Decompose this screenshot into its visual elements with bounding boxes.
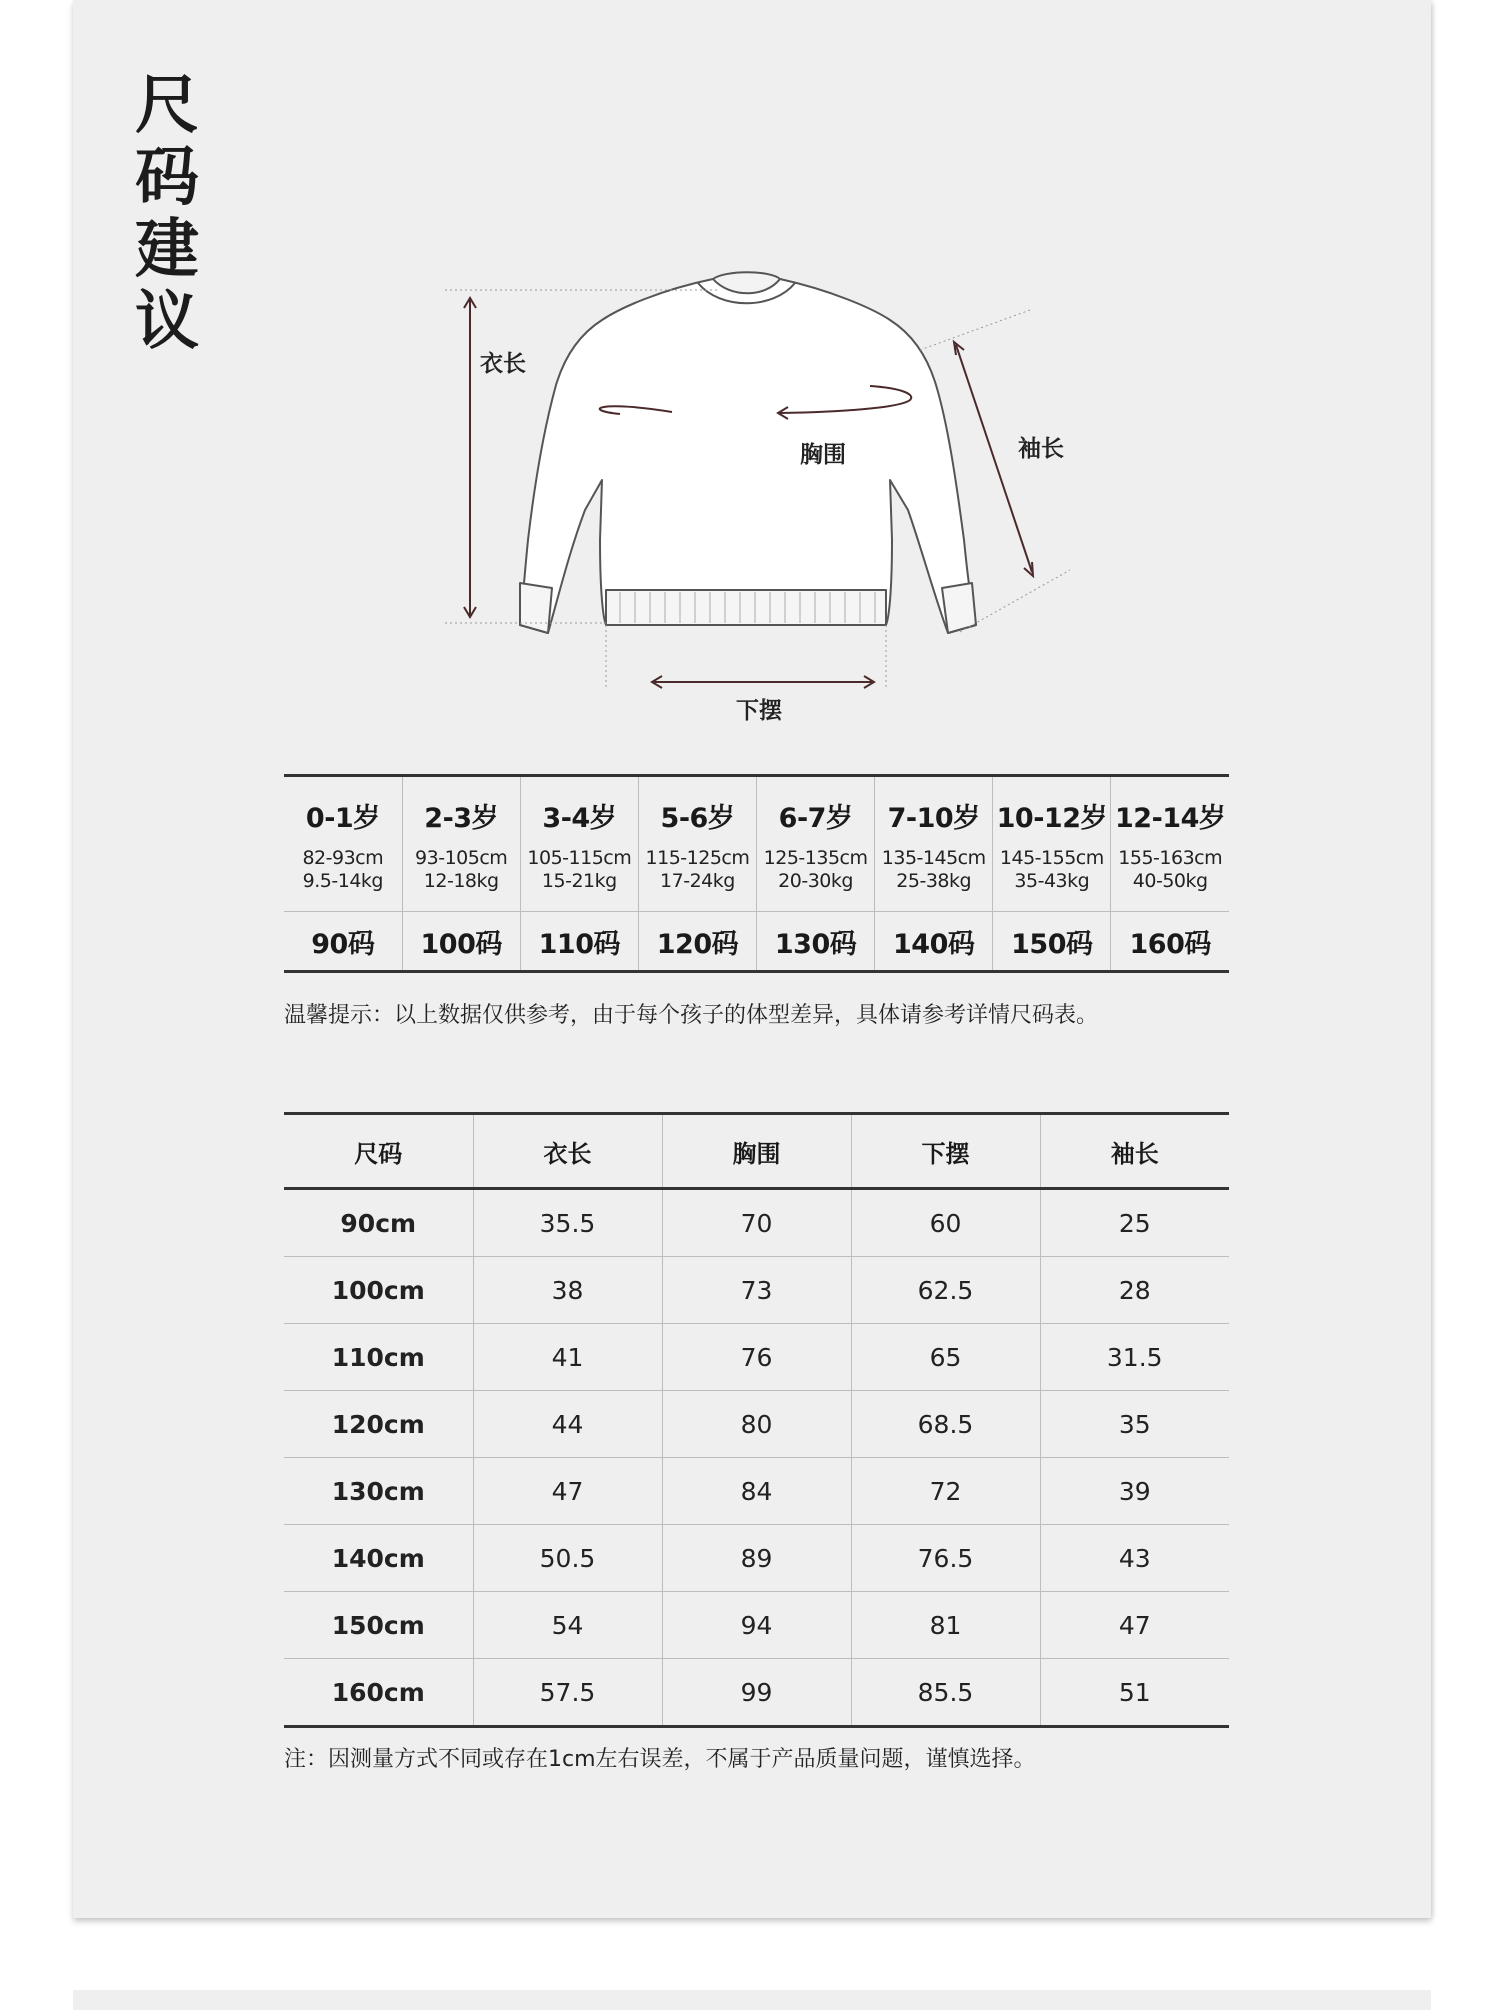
- age-size-table: [284, 774, 1229, 973]
- table-row: [284, 1525, 1229, 1592]
- hem-cell: 85.5: [851, 1659, 1040, 1727]
- hem-cell: 68.5: [851, 1391, 1040, 1458]
- hem-cell: 76.5: [851, 1525, 1040, 1592]
- measurement-note: 注：因测量方式不同或存在1cm左右误差，不属于产品质量问题，谨慎选择。: [284, 1747, 1036, 1772]
- age-label: 12-14岁: [1115, 802, 1226, 834]
- size-code-cell: [875, 912, 993, 972]
- size-cell: 120cm: [284, 1391, 473, 1458]
- header-length: 衣长: [473, 1114, 662, 1189]
- age-label: 5-6岁: [660, 802, 735, 834]
- size-code: 110码: [538, 928, 620, 960]
- length-cell: 44: [473, 1391, 662, 1458]
- sleeve-cell: 31.5: [1040, 1324, 1229, 1391]
- weight-range: 35-43kg: [1014, 869, 1090, 892]
- size-measurement-table: [284, 1112, 1229, 1728]
- size-cell: 130cm: [284, 1458, 473, 1525]
- age-cell: [993, 776, 1111, 912]
- sleeve-label: 袖长: [1018, 436, 1064, 462]
- size-code: 90码: [311, 928, 375, 960]
- table-row: [284, 1458, 1229, 1525]
- table-row: [284, 1189, 1229, 1257]
- weight-range: 15-21kg: [541, 869, 617, 892]
- page-title: [135, 70, 215, 358]
- hem-cell: 62.5: [851, 1257, 1040, 1324]
- chest-cell: 94: [662, 1592, 851, 1659]
- size-code: 120码: [656, 928, 739, 960]
- height-range: 93-105cm: [415, 846, 508, 869]
- size-cell: 110cm: [284, 1324, 473, 1391]
- size-cell: 100cm: [284, 1257, 473, 1324]
- length-cell: 50.5: [473, 1525, 662, 1592]
- size-code: 160码: [1129, 928, 1211, 960]
- age-label: 0-1岁: [305, 802, 380, 834]
- chest-label: 胸围: [800, 442, 846, 468]
- age-cell: [875, 776, 993, 912]
- sleeve-cell: 51: [1118, 1677, 1151, 1707]
- title-char: 尺: [135, 69, 199, 143]
- size-code-cell: [757, 912, 875, 972]
- age-label: 2-3岁: [424, 802, 499, 834]
- length-cell: 54: [473, 1592, 662, 1659]
- next-card-edge: [73, 1990, 1431, 2010]
- chest-cell: 73: [662, 1257, 851, 1324]
- weight-range: 40-50kg: [1132, 869, 1208, 892]
- height-range: 115-125cm: [645, 846, 750, 869]
- size-code: 140码: [893, 928, 975, 960]
- size-code: 100码: [420, 928, 502, 960]
- header-hem: 下摆: [851, 1114, 1040, 1189]
- chest-cell: 70: [662, 1189, 851, 1257]
- weight-range: 25-38kg: [896, 869, 972, 892]
- age-label: 10-12岁: [996, 802, 1107, 834]
- length-cell: 35.5: [473, 1189, 662, 1257]
- header-size: 尺码: [284, 1114, 473, 1189]
- weight-range: 9.5-14kg: [302, 869, 383, 892]
- age-label: 3-4岁: [542, 802, 617, 834]
- size-cell: 140cm: [284, 1525, 473, 1592]
- age-cell: [757, 776, 875, 912]
- height-range: 105-115cm: [527, 846, 632, 869]
- chest-cell: 80: [662, 1391, 851, 1458]
- chest-cell: 84: [662, 1458, 851, 1525]
- length-cell: 41: [473, 1324, 662, 1391]
- table-row: [284, 1391, 1229, 1458]
- size-code-cell: [284, 912, 402, 972]
- weight-range: 20-30kg: [778, 869, 853, 892]
- length-cell: 47: [473, 1458, 662, 1525]
- header-sleeve: 袖长: [1040, 1114, 1229, 1189]
- sleeve-cell: 28: [1040, 1257, 1229, 1324]
- size-code-cell: [402, 912, 520, 972]
- height-range: 82-93cm: [302, 846, 384, 869]
- size-code-cell: [1111, 912, 1229, 972]
- size-code-cell: [993, 912, 1111, 972]
- age-label: 7-10岁: [887, 802, 980, 834]
- sleeve-cell: 47: [1040, 1592, 1229, 1659]
- age-cell: [284, 776, 402, 912]
- size-cell: 160cm: [284, 1659, 473, 1727]
- chest-cell: 89: [662, 1525, 851, 1592]
- sweatshirt-diagram: [420, 250, 1140, 740]
- hem-cell: 81: [851, 1592, 1040, 1659]
- height-range: 155-163cm: [1118, 846, 1223, 869]
- size-cell: 150cm: [284, 1592, 473, 1659]
- table-row: [284, 1324, 1229, 1391]
- title-char: 码: [135, 141, 199, 215]
- height-range: 135-145cm: [881, 846, 986, 869]
- hem-cell: 65: [851, 1324, 1040, 1391]
- weight-range: 17-24kg: [660, 869, 735, 892]
- title-char: 建: [135, 213, 199, 287]
- tip-note: 温馨提示：以上数据仅供参考，由于每个孩子的体型差异，具体请参考详情尺码表。: [284, 1003, 1099, 1028]
- table-row: [284, 1592, 1229, 1659]
- hem-cell: 72: [851, 1458, 1040, 1525]
- hem-cell: 60: [851, 1189, 1040, 1257]
- table-row: [284, 1257, 1229, 1324]
- size-code-cell: [520, 912, 638, 972]
- height-range: 125-135cm: [763, 846, 868, 869]
- size-code-cell: [638, 912, 756, 972]
- sleeve-cell: 43: [1040, 1525, 1229, 1592]
- header-chest: 胸围: [662, 1114, 851, 1189]
- chest-cell: 99: [662, 1659, 851, 1727]
- sleeve-cell: 35: [1040, 1391, 1229, 1458]
- size-code: 130码: [774, 928, 857, 960]
- age-cell: [638, 776, 756, 912]
- length-label: 衣长: [480, 351, 526, 377]
- height-range: 145-155cm: [999, 846, 1104, 869]
- chest-cell: 76: [662, 1324, 851, 1391]
- age-cell: [402, 776, 520, 912]
- age-cell: [520, 776, 638, 912]
- sleeve-cell: 25: [1040, 1189, 1229, 1257]
- hem-label: 下摆: [736, 698, 782, 724]
- weight-range: 12-18kg: [423, 869, 499, 892]
- age-label: 6-7岁: [778, 802, 853, 834]
- age-cell: [1111, 776, 1229, 912]
- size-code: 150码: [1011, 928, 1093, 960]
- title-char: 议: [135, 285, 199, 359]
- length-cell: 57.5: [473, 1659, 662, 1727]
- length-cell: 38: [473, 1257, 662, 1324]
- sleeve-cell: 39: [1040, 1458, 1229, 1525]
- table-row: [284, 1659, 1229, 1727]
- size-cell: 90cm: [284, 1189, 473, 1257]
